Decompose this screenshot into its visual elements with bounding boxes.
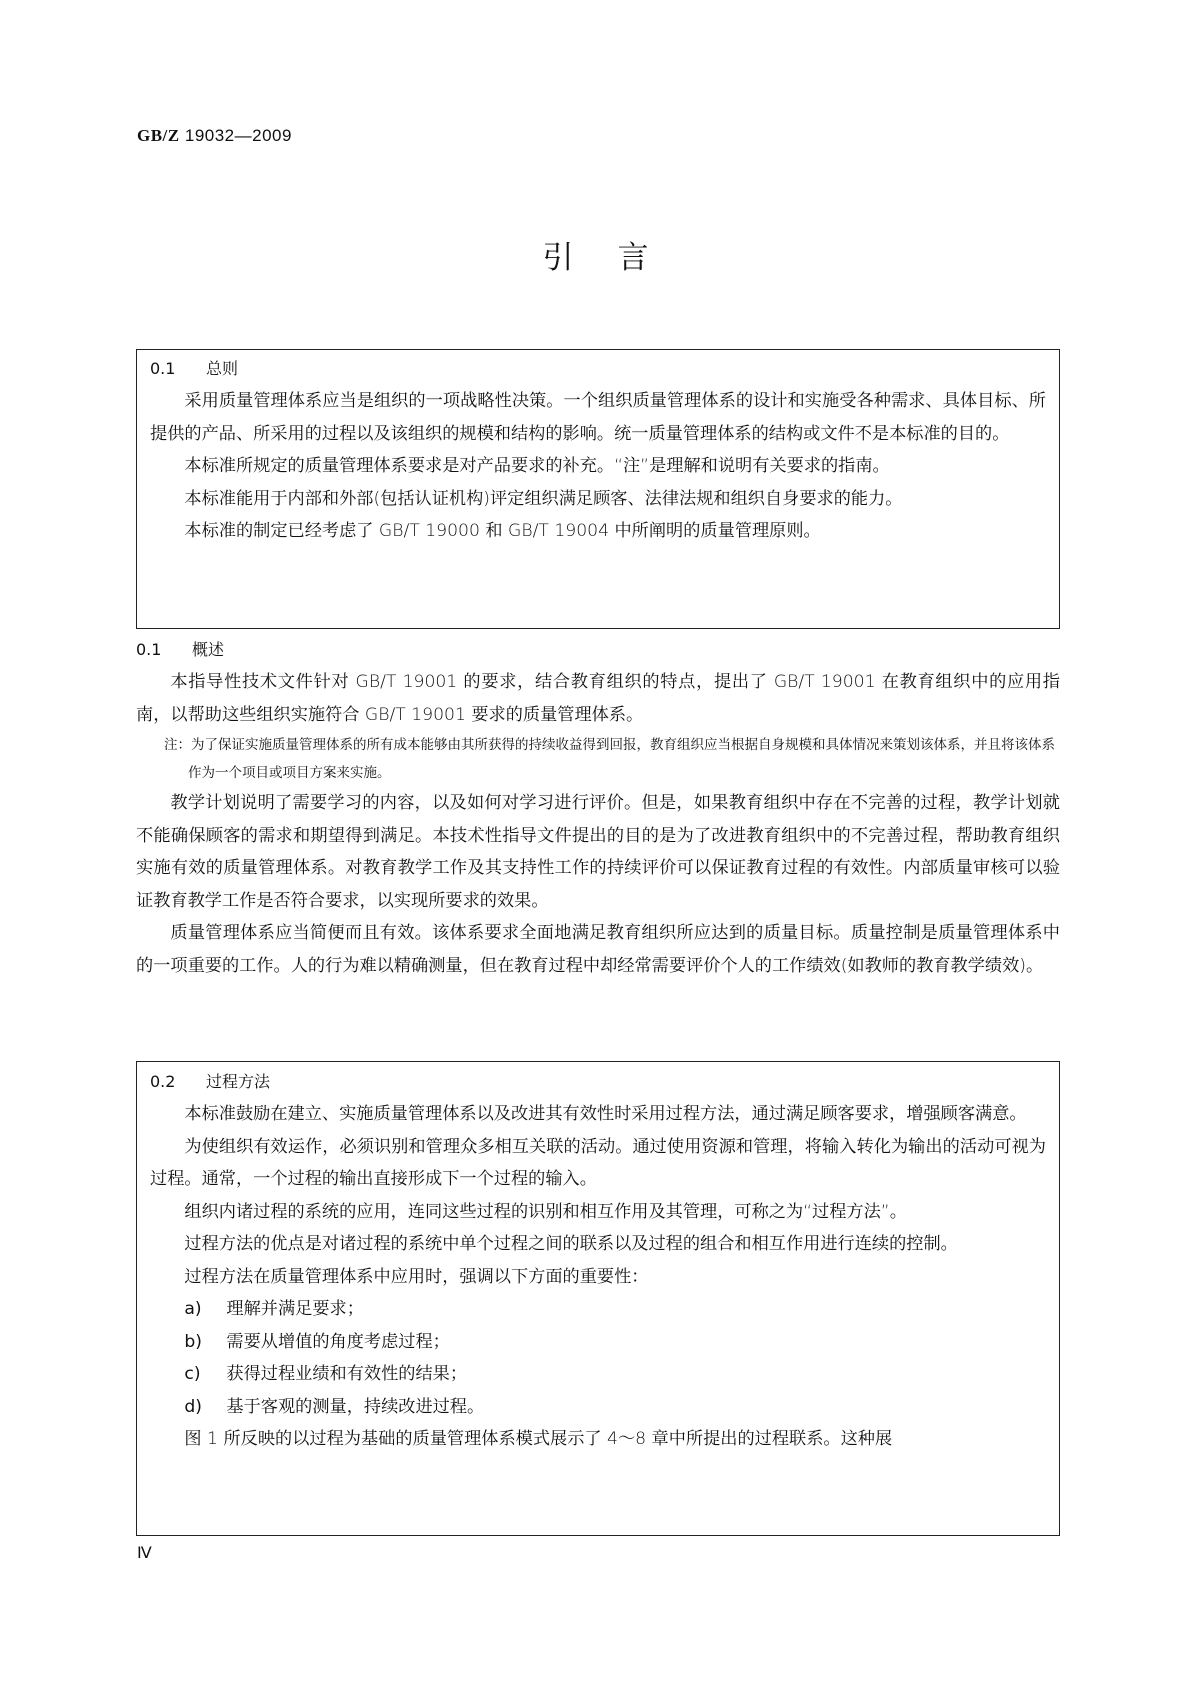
list-item bbox=[150, 1293, 1046, 1326]
process-paragraph-3: 组织内诸过程的系统的应用，连同这些过程的识别和相互作用及其管理，可称之为“过程方法”。 bbox=[184, 1201, 907, 1222]
section-number: 0.1 bbox=[136, 640, 162, 659]
overview-note: 注：为了保证实施质量管理体系的所有成本能够由其所获得的持续收益得到回报，教育组织应当根据自身规模和具体情况来策划该体系，并且将该体系作为一个项目或项目方案来实施。 bbox=[164, 737, 1055, 781]
section-process-approach bbox=[136, 1066, 1060, 1456]
page-number: Ⅳ bbox=[137, 1545, 152, 1562]
list-label: a) bbox=[184, 1299, 202, 1319]
section-general bbox=[136, 353, 1060, 548]
section-number: 0.1 bbox=[150, 359, 176, 378]
process-last-paragraph: 图 1 所反映的以过程为基础的质量管理体系模式展示了 4～8 章中所提出的过程联系。这种展 bbox=[184, 1429, 893, 1449]
standard-code-number: 19032—2009 bbox=[184, 126, 292, 145]
list-label: c) bbox=[184, 1364, 201, 1384]
general-paragraph-3: 本标准能用于内部和外部(包括认证机构)评定组织满足顾客、法律法规和组织自身要求的能力。 bbox=[184, 488, 903, 509]
list-label: b) bbox=[184, 1331, 203, 1352]
process-paragraph-1: 本标准鼓励在建立、实施质量管理体系以及改进其有效性时采用过程方法，通过满足顾客要求，增强顾客满意。 bbox=[184, 1104, 1027, 1124]
process-paragraph-5: 过程方法在质量管理体系中应用时，强调以下方面的重要性： bbox=[184, 1266, 649, 1287]
section-overview-heading bbox=[136, 634, 1060, 666]
general-paragraph-2: 本标准所规定的质量管理体系要求是对产品要求的补充。“注”是理解和说明有关要求的指南。 bbox=[184, 456, 890, 476]
list-text: 获得过程业绩和有效性的结果； bbox=[226, 1364, 468, 1384]
standard-code-prefix: GB/Z bbox=[137, 126, 180, 145]
process-paragraph-4: 过程方法的优点是对诸过程的系统中单个过程之间的联系以及过程的组合和相互作用进行连续的控制。 bbox=[184, 1234, 958, 1254]
list-text: 基于客观的测量，持续改进过程。 bbox=[226, 1396, 485, 1417]
section-title: 概述 bbox=[192, 640, 225, 659]
general-paragraph-4: 本标准的制定已经考虑了 GB/T 19000 和 GB/T 19004 中所阐明的质量管理原则。 bbox=[184, 521, 821, 541]
overview-paragraph-3: 质量管理体系应当简便而且有效。该体系要求全面地满足教育组织所应达到的质量目标。质量控制是质量管理体系中的一项重要的工作。人的行为难以精确测量，但在教育过程中却经常需要评价个人的工作绩效(如教师的教育教学绩效)。 bbox=[136, 923, 1060, 976]
list-text: 需要从增值的角度考虑过程； bbox=[226, 1331, 450, 1352]
process-paragraph-2: 为使组织有效运作，必须识别和管理众多相互关联的活动。通过使用资源和管理，将输入转化为输出的活动可视为过程。通常，一个过程的输出直接形成下一个过程的输入。 bbox=[150, 1136, 1046, 1189]
section-number: 0.2 bbox=[150, 1072, 176, 1091]
overview-paragraph-2: 教学计划说明了需要学习的内容，以及如何对学习进行评价。但是，如果教育组织中存在不完善的过程，教学计划就不能确保顾客的需求和期望得到满足。本技术性指导文件提出的目的是为了改进教育组织中的不完善过程，帮助教育组织实施有效的质量管理体系。对教育教学工作及其支持性工作的持续评价可以保证教育过程的有效性。内部质量审核可以验证教育教学工作是否符合要求，以实现所要求的效果。 bbox=[136, 793, 1060, 911]
section-process-heading bbox=[150, 1066, 1046, 1098]
section-overview bbox=[136, 634, 1060, 982]
list-label: d) bbox=[184, 1396, 203, 1417]
section-title: 总则 bbox=[206, 359, 239, 378]
section-title: 过程方法 bbox=[206, 1072, 271, 1091]
list-item bbox=[150, 1358, 1046, 1391]
list-item bbox=[150, 1326, 1046, 1359]
general-paragraph-1: 采用质量管理体系应当是组织的一项战略性决策。一个组织质量管理体系的设计和实施受各种需求、具体目标、所提供的产品、所采用的过程以及该组织的规模和结构的影响。统一质量管理体系的结构或文件不是本标准的目的。 bbox=[150, 391, 1046, 444]
overview-paragraph-1: 本指导性技术文件针对 GB/T 19001 的要求，结合教育组织的特点，提出了 GB/T 19001 在教育组织中的应用指南，以帮助这些组织实施符合 GB/T 19001 要求的质量管理体系。 bbox=[136, 672, 1060, 725]
list-item bbox=[150, 1391, 1046, 1424]
page-title: 引言 bbox=[542, 240, 693, 276]
standard-code bbox=[137, 126, 292, 146]
list-text: 理解并满足要求； bbox=[226, 1299, 364, 1319]
section-general-heading bbox=[150, 353, 1046, 385]
